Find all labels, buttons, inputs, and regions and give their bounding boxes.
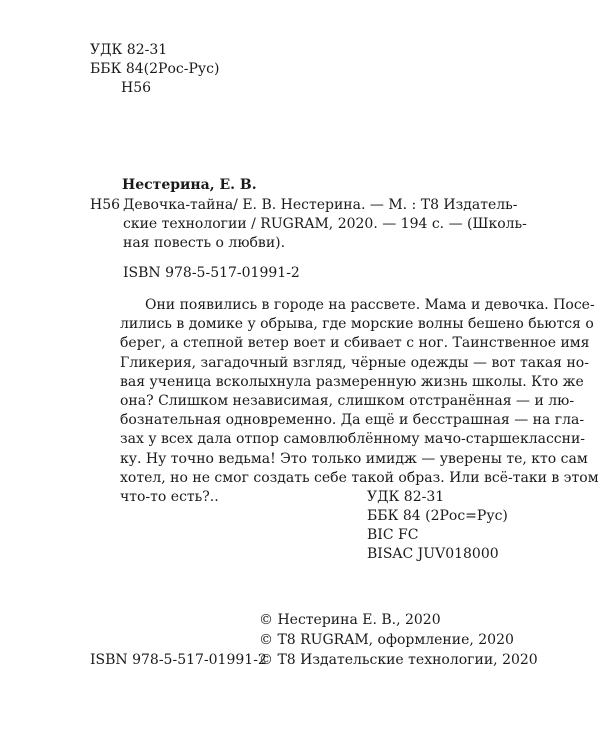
udk-code: УДК 82-31 bbox=[367, 489, 445, 505]
classification-top bbox=[90, 41, 219, 98]
annotation-line: хотел, но не смог создать себе такой образ. Или всё-таки в этом bbox=[120, 469, 599, 486]
annotation-line: что-то есть?.. bbox=[120, 489, 219, 506]
bic-code: BIC FC bbox=[367, 527, 419, 543]
annotation-line: лились в домике у обрыва, где морские волны бешено бьются о bbox=[120, 316, 594, 333]
copyright-line: © Т8 RUGRAM, оформление, 2020 bbox=[259, 632, 514, 648]
author-mark-entry: Н56 bbox=[90, 197, 121, 213]
annotation-line: Они появились в городе на рассвете. Мама и девочка. Посе- bbox=[145, 297, 595, 313]
copyright-line: © Т8 Издательские технологии, 2020 bbox=[259, 652, 538, 668]
annotation bbox=[120, 296, 599, 507]
description-line: Девочка-тайна/ Е. В. Нестерина. — М. : Т8 Издатель- bbox=[123, 197, 518, 213]
annotation-line: берег, а степной ветер воет и сбивает с ног. Таинственное имя bbox=[120, 335, 590, 352]
udk-code: УДК 82-31 bbox=[90, 42, 168, 58]
bisac-code: BISAC JUV018000 bbox=[367, 546, 499, 562]
annotation-line: вая ученица всколыхнула размеренную жизнь школы. Кто же bbox=[120, 373, 584, 390]
classification-bottom bbox=[367, 488, 508, 564]
copyright-line: © Нестерина Е. В., 2020 bbox=[259, 612, 441, 628]
bibliographic-description bbox=[123, 196, 527, 253]
description-line: ная повесть о любви). bbox=[123, 235, 286, 251]
bbk-code: ББК 84(2Рос-Рус) bbox=[90, 61, 220, 77]
description-line: ские технологии / RUGRAM, 2020. — 194 с. — (Школь- bbox=[123, 216, 527, 232]
isbn-footer: ISBN 978-5-517-01991-2 bbox=[90, 652, 267, 668]
bbk-code: ББК 84 (2Рос=Рус) bbox=[367, 508, 508, 524]
annotation-line: ку. Ну точно ведьма! Это только имидж — уверены те, кто сам bbox=[120, 450, 588, 467]
annotation-line: Гликерия, загадочный взгляд, чёрные одежды — вот такая но- bbox=[120, 354, 589, 371]
isbn-main: ISBN 978-5-517-01991-2 bbox=[123, 265, 300, 281]
author-mark: Н56 bbox=[121, 80, 152, 96]
annotation-line: она? Слишком независимая, слишком отстранённая — и лю- bbox=[120, 393, 575, 410]
copyright-notices bbox=[259, 610, 538, 670]
annotation-line: зах у всех дала отпор самовлюблённому мачо-старшекласcни- bbox=[120, 431, 586, 448]
annotation-line: бознательная одновременно. Да ещё и бесстрашная — на гла- bbox=[120, 412, 585, 429]
author-heading: Нестерина, Е. В. bbox=[122, 177, 257, 193]
